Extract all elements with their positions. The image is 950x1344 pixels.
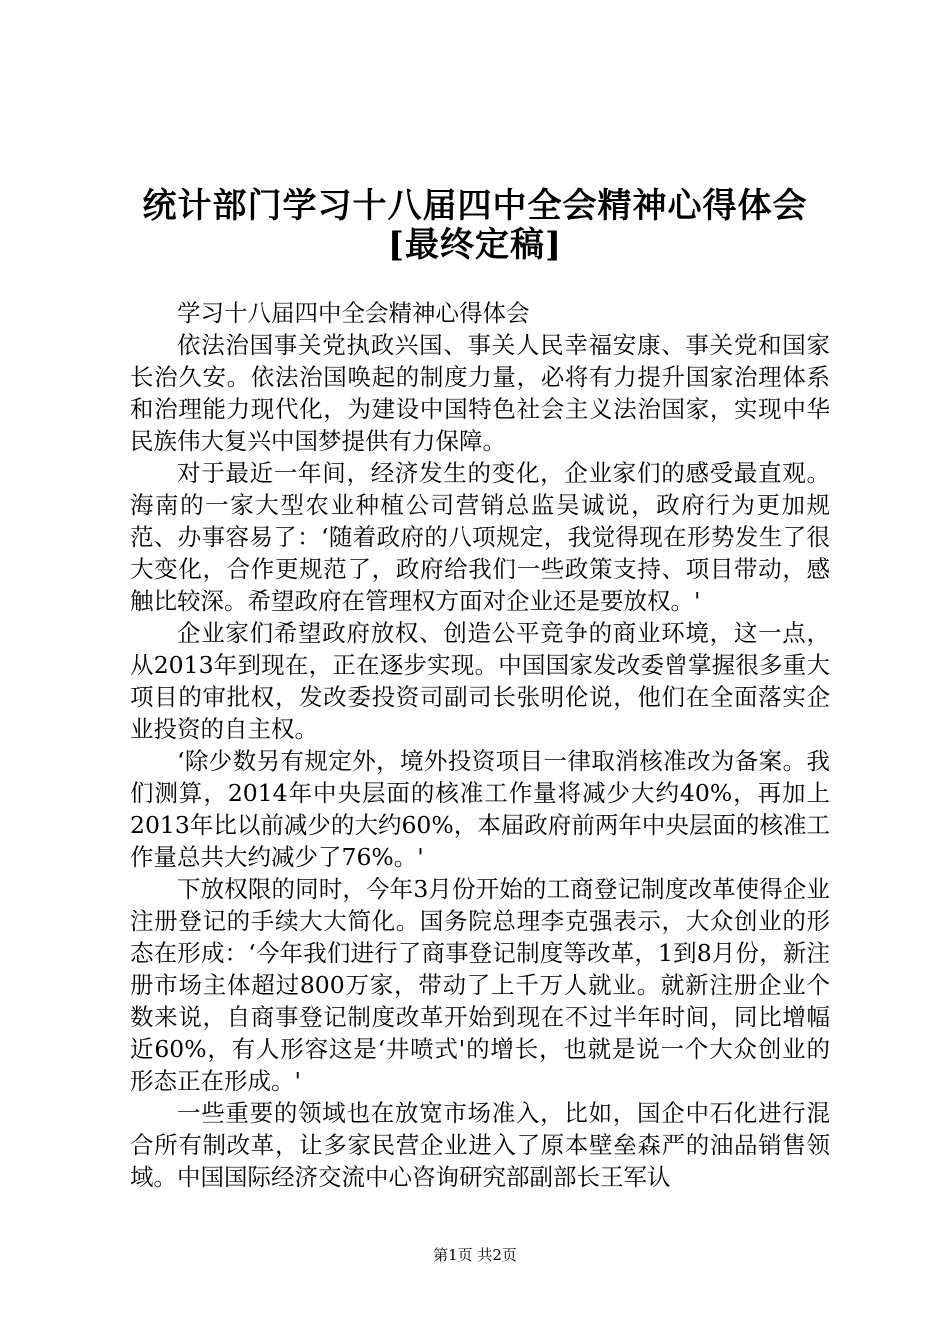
paragraph: 企业家们希望政府放权、创造公平竞争的商业环境，这一点，从2013年到现在，正在逐步实现。中国国家发改委曾掌握很多重大项目的审批权，发改委投资司副司长张明伦说，他们在全面落实企业投资的自主权。 xyxy=(130,619,830,743)
document-body xyxy=(130,297,830,1193)
paragraph: 学习十八届四中全会精神心得体会 xyxy=(177,299,530,327)
paragraph: 一些重要的领域也在放宽市场准入，比如，国企中石化进行混合所有制改革，让多家民营企业进入了原本壁垒森严的油品销售领域。中国国际经济交流中心咨询研究部副部长王军认 xyxy=(130,1099,830,1191)
document-title-suffix: [最终定稿] xyxy=(387,225,563,265)
paragraph: 下放权限的同时，今年3月份开始的工商登记制度改革使得企业注册登记的手续大大简化。国务院总理李克强表示，大众创业的形态在形成：‘今年我们进行了商事登记制度等改革，1到8月份，新注册市场主体超过800万家，带动了上千万人就业。就新注册企业个数来说，自商事登记制度改革开始到现在不过半年时间，同比增幅近60%，有人形容这是‘井喷式'的增长，也就是说一个大众创业的形态正在形成。' xyxy=(130,875,830,1095)
paragraph: 依法治国事关党执政兴国、事关人民幸福安康、事关党和国家长治久安。依法治国唤起的制度力量，必将有力提升国家治理体系和治理能力现代化，为建设中国特色社会主义法治国家，实现中华民族伟大复兴中国梦提供有力保障。 xyxy=(130,331,830,455)
document-title: 统计部门学习十八届四中全会精神心得体会 xyxy=(142,186,808,226)
paragraph: 对于最近一年间，经济发生的变化，企业家们的感受最直观。海南的一家大型农业种植公司营销总监吴诚说，政府行为更加规范、办事容易了：‘随着政府的八项规定，我觉得现在形势发生了很大变化，合作更规范了，政府给我们一些政策支持、项目带动，感触比较深。希望政府在管理权方面对企业还是要放权。' xyxy=(130,459,830,615)
page-number: 第1页 共2页 xyxy=(433,1246,517,1264)
paragraph: ‘除少数另有规定外，境外投资项目一律取消核准改为备案。我们测算，2014年中央层面的核准工作量将减少大约40%，再加上2013年比以前减少的大约60%，本届政府前两年中央层面的核准工作量总共大约减少了76%。' xyxy=(130,747,830,871)
